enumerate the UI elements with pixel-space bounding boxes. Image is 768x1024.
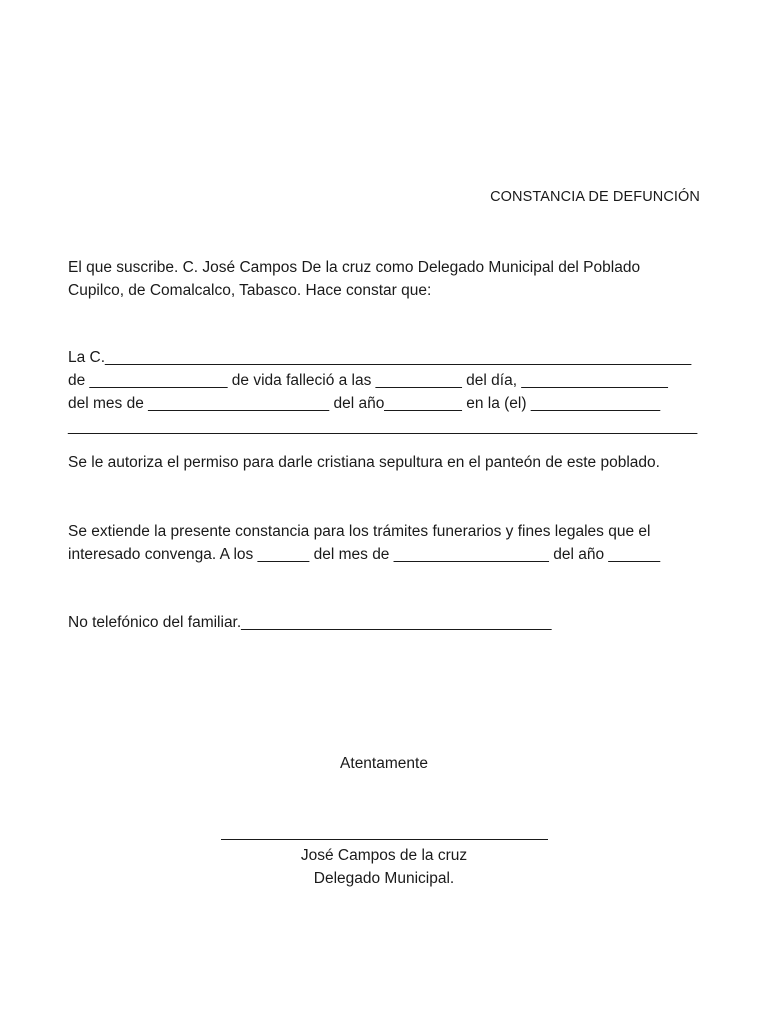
- blank-fields-paragraph: [68, 346, 697, 438]
- signature-line: [221, 839, 548, 840]
- age-time-day-line: de ________________ de vida falleció a las __________ del día, _________________: [68, 372, 668, 389]
- document-title: CONSTANCIA DE DEFUNCIÓN: [490, 189, 700, 205]
- closing-text: Atentamente: [340, 755, 428, 772]
- intro-line: Cupilco, de Comalcalco, Tabasco. Hace constar que:: [68, 282, 432, 299]
- intro-line: El que suscribe. C. José Campos De la cruz como Delegado Municipal del Poblado: [68, 259, 641, 276]
- issuance-date-line: interesado convenga. A los ______ del mes de __________________ del año ______: [68, 546, 661, 563]
- signer-title: Delegado Municipal.: [313, 870, 455, 887]
- signer-name: José Campos de la cruz: [300, 847, 468, 864]
- deceased-name-line: La C.____________________________________________________________________: [68, 349, 692, 366]
- family-phone-line: No telefónico del familiar.____________________________________: [68, 614, 552, 631]
- issuance-paragraph: [68, 520, 660, 566]
- month-year-place-line: del mes de _____________________ del año_________ en la (el) _______________: [68, 395, 661, 412]
- place-continuation-line: _________________________________________________________________________: [68, 418, 698, 435]
- intro-paragraph: [68, 256, 640, 302]
- issuance-line: Se extiende la presente constancia para los trámites funerarios y fines legales que el: [68, 523, 651, 540]
- burial-permission-paragraph: Se le autoriza el permiso para darle cristiana sepultura en el panteón de este poblado.: [68, 454, 660, 471]
